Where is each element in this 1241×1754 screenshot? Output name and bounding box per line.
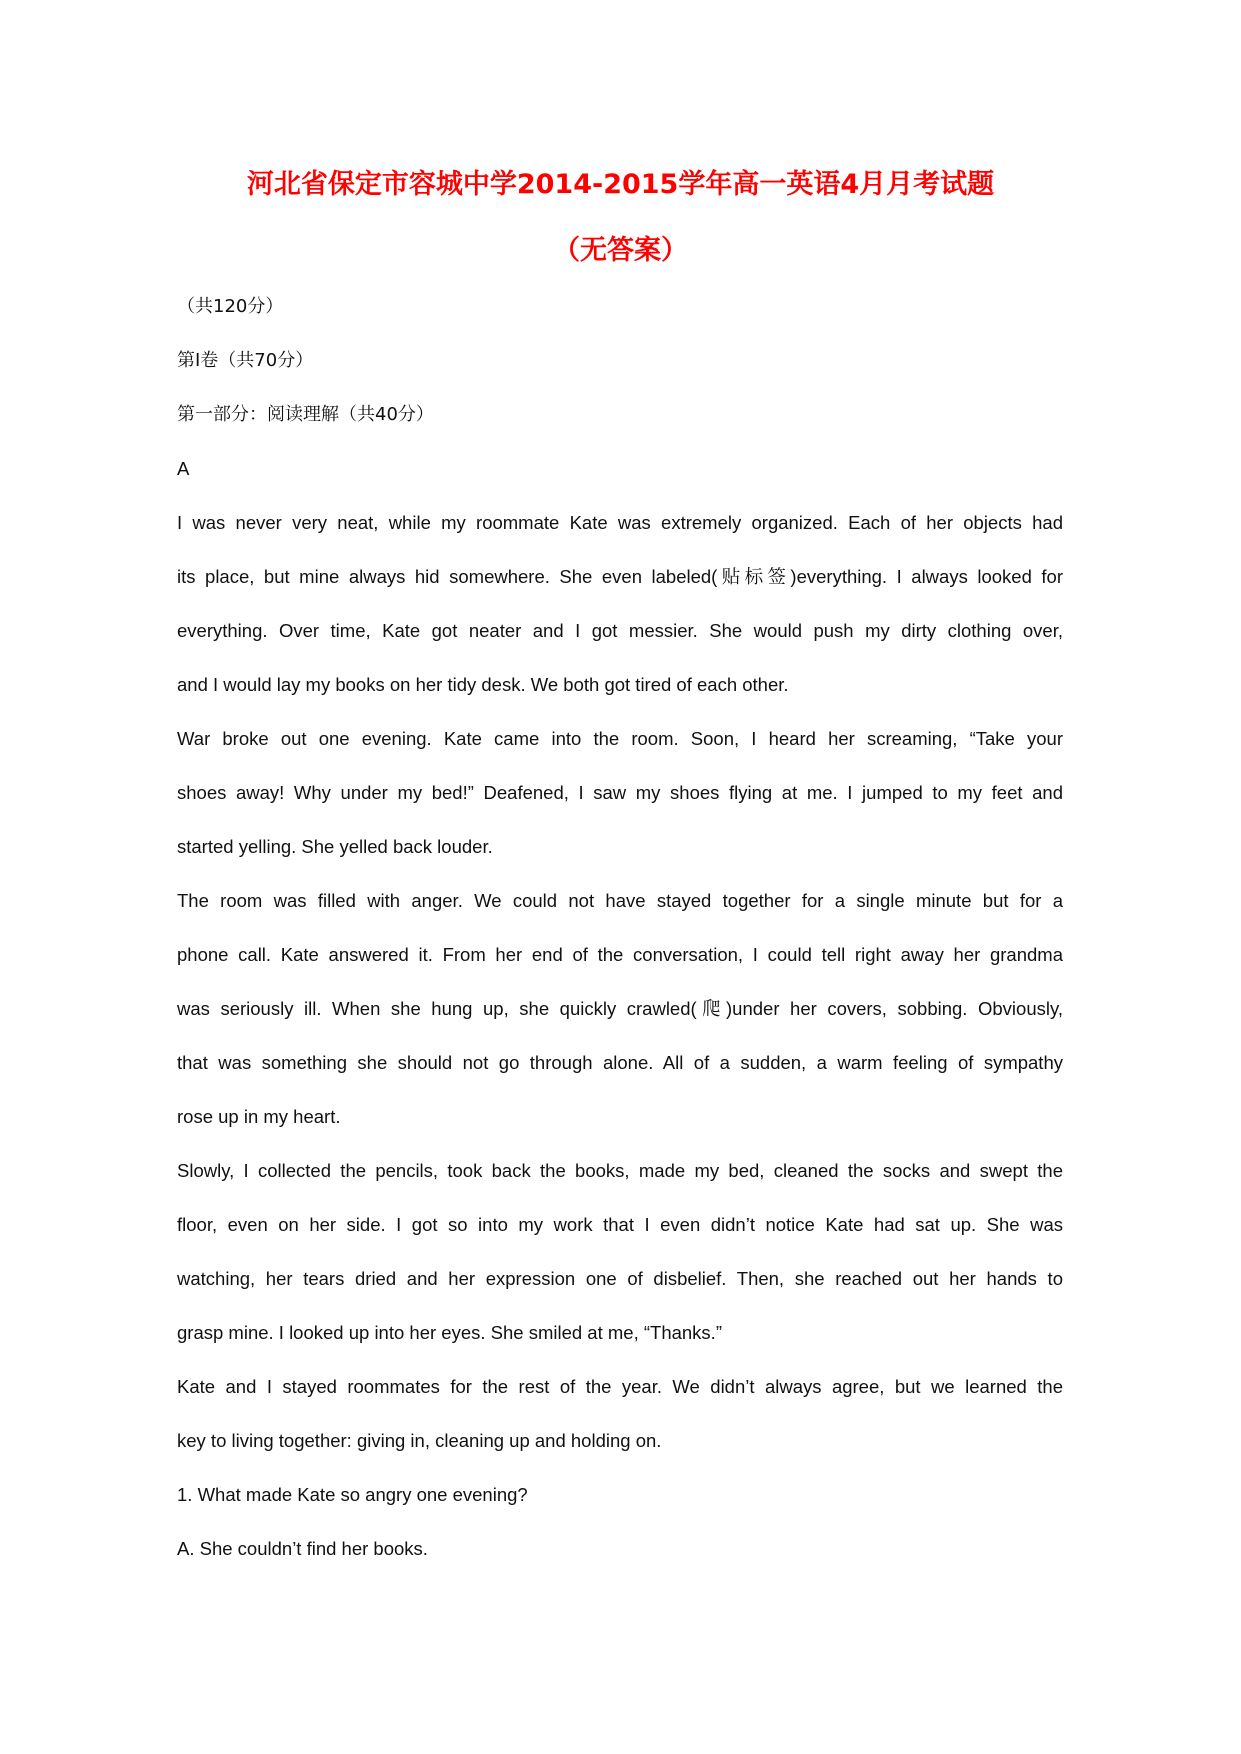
part-heading: 第一部分：阅读理解（共40分） [177, 404, 434, 425]
passage-line: that was something she should not go through alone. All of a sudden, a warm feeling of sympathy [177, 1052, 1063, 1073]
passage-line: watching, her tears dried and her expression one of disbelief. Then, she reached out her hands to [177, 1268, 1063, 1289]
passage-line: and I would lay my books on her tidy desk. We both got tired of each other. [177, 674, 789, 695]
passage-line: phone call. Kate answered it. From her end of the conversation, I could tell right away her grandma [177, 944, 1063, 965]
document-subtitle: （无答案） [553, 235, 688, 266]
document-title: 河北省保定市容城中学2014-2015学年高一英语4月月考试题 [246, 169, 995, 200]
passage-line: shoes away! Why under my bed!” Deafened, I saw my shoes flying at me. I jumped to my feet and [177, 782, 1063, 803]
passage-line: started yelling. She yelled back louder. [177, 836, 493, 857]
passage-line: The room was filled with anger. We could not have stayed together for a single minute but for a [177, 890, 1063, 911]
passage-line: key to living together: giving in, cleaning up and holding on. [177, 1430, 662, 1451]
passage-line: was seriously ill. When she hung up, she quickly crawled(爬)under her covers, sobbing. Obviously, [177, 998, 1063, 1019]
passage-line: floor, even on her side. I got so into my work that I even didn’t notice Kate had sat up. She was [177, 1214, 1063, 1235]
total-score: （共120分） [177, 296, 284, 317]
passage-line: grasp mine. I looked up into her eyes. She smiled at me, “Thanks.” [177, 1322, 722, 1343]
passage-line: its place, but mine always hid somewhere. She even labeled(贴标签)everything. I always looked for [177, 566, 1063, 587]
passage-line: Kate and I stayed roommates for the rest of the year. We didn’t always agree, but we learned the [177, 1376, 1063, 1397]
passage-line: rose up in my heart. [177, 1106, 341, 1127]
passage-line: War broke out one evening. Kate came into the room. Soon, I heard her screaming, “Take your [177, 728, 1063, 749]
passage-line: everything. Over time, Kate got neater and I got messier. She would push my dirty clothing over, [177, 620, 1063, 641]
passage-line: I was never very neat, while my roommate Kate was extremely organized. Each of her objects had [177, 512, 1063, 533]
section-label: A [177, 458, 190, 479]
volume-heading: 第I卷（共70分） [177, 350, 314, 371]
passage-line: Slowly, I collected the pencils, took back the books, made my bed, cleaned the socks and swept the [177, 1160, 1063, 1181]
question-stem: 1. What made Kate so angry one evening? [177, 1484, 528, 1505]
question-option-a: A. She couldn’t find her books. [177, 1538, 428, 1559]
